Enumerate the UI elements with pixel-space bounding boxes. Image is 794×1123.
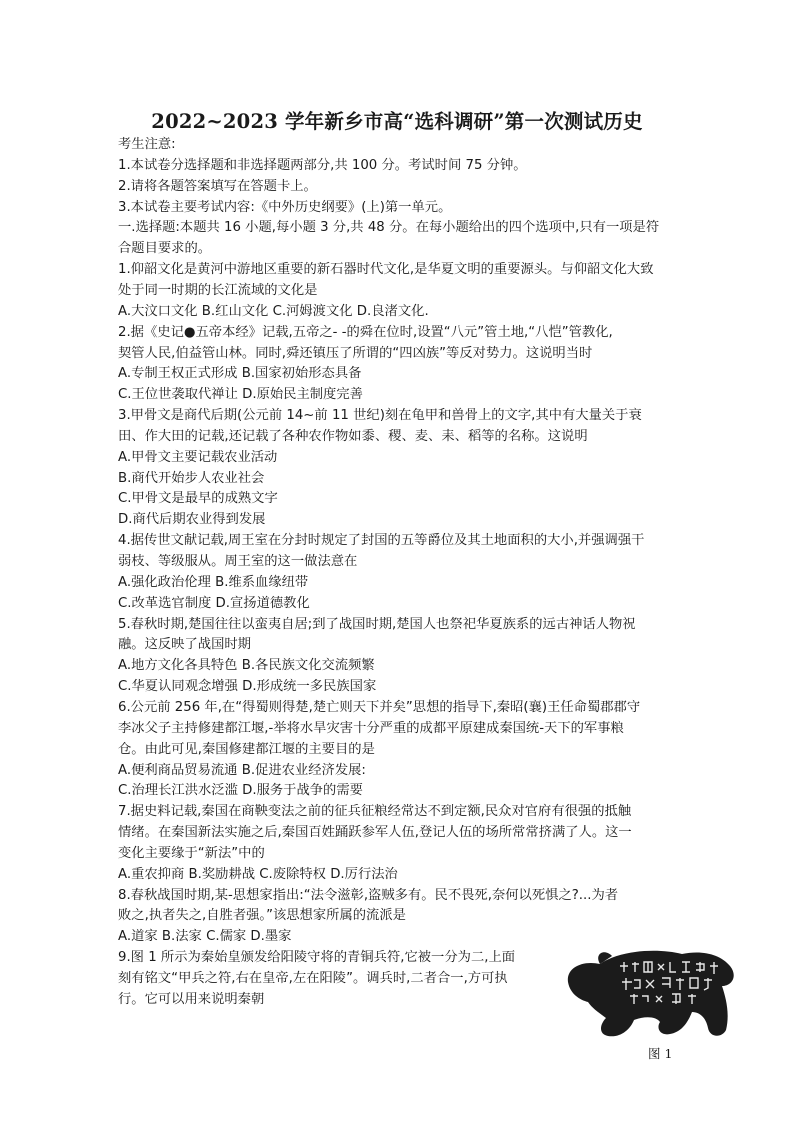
text-line: 5.春秋时期,楚国往往以蛮夷自居;到了战国时期,楚国人也祭祀华夏族系的远古神话人物祝 [118,616,636,632]
text-line: 处于同一时期的长江流域的文化是 [118,282,318,298]
text-line: B.商代开始步人农业社会 [118,470,265,486]
text-line: 3.本试卷主要考试内容:《中外历史纲要》(上)第一单元。 [118,199,452,215]
text-line: 变化主要缘于“新法”中的 [118,845,265,861]
tiger-tally-body [568,951,734,1036]
text-line: C.改革选官制度 D.宣扬道德教化 [118,595,310,611]
text-line: 李冰父子主持修建都江堰,-举将水旱灾害十分严重的成都平原建成秦国统-天下的军事粮 [118,720,624,736]
text-line: 考生注意: [118,137,176,152]
text-line: 2.请将各题答案填写在答题卡上。 [118,178,317,194]
text-line: 刻有铭文“甲兵之符,右在皇帝,左在阳陵”。调兵时,二者合一,方可执 [118,971,508,986]
text-line: 弱枝、等级服从。周王室的这一做法意在 [118,554,358,569]
text-line: C.治理长江洪水泛滥 D.服务于战争的需要 [118,783,363,799]
text-line: 1.仰韶文化是黄河中游地区重要的新石器时代文化,是华夏文明的重要源头。与仰韶文化大致 [118,262,654,278]
text-line: 9.图 1 所示为秦始皇颁发给阳陵守将的青铜兵符,它被一分为二,上面 [118,950,516,966]
tiger-tally-figure [560,942,740,1042]
text-line: C.华夏认同观念增强 D.形成统一多民族国家 [118,679,377,695]
text-line: 契管人民,伯益管山林。同时,舜还镇压了所谓的“四凶族”等反对势力。这说明当时 [118,345,593,361]
text-line: 2.据《史记●五帝本经》记载,五帝之- -的舜在位时,设置“八元”管土地,“八恺”管教化, [118,324,613,340]
page-title: 2022~2023 学年新乡市高“选科调研”第一次测试历史 [151,110,643,133]
text-line: C.甲骨文是最早的成熟文字 [118,491,278,507]
text-line: 合题目要求的。 [118,241,212,257]
text-line: 田、作大田的记载,还记载了各种农作物如黍、稷、麦、耒、稻等的名称。这说明 [118,428,588,444]
text-line: A.便利商品贸易流通 B.促进农业经济发展: [118,762,366,778]
text-line: 仓。由此可见,秦国修建都江堰的主要目的是 [118,741,375,757]
text-line: 败之,执者失之,自胜者强。”该思想家所属的流派是 [118,908,406,924]
text-line: A.强化政治伦理 B.维系血缘纽带 [118,574,309,590]
text-line: 4.据传世文献记载,周王室在分封时规定了封国的五等爵位及其土地面积的大小,并强调强干 [118,533,645,549]
text-line: A.甲骨文主要记载农业活动 [118,449,278,465]
text-line: 6.公元前 256 年,在“得蜀则得楚,楚亡则天下并矣”思想的指导下,秦昭(襄)王任命蜀郡郡守 [118,699,641,715]
text-line: 融。这反映了战国时期 [118,637,251,653]
text-line: 情绪。在秦国新法实施之后,秦国百姓踊跃参军人伍,登记人伍的场所常常挤满了人。这一 [118,825,632,841]
text-line: 8.春秋战国时期,某-思想家指出:“法令滋彰,盗贼多有。民不畏死,奈何以死惧之?...为者 [118,887,619,903]
figure-caption: 图 1 [648,1046,673,1061]
text-line: 7.据史料记载,秦国在商鞅变法之前的征兵征粮经常达不到定额,民众对官府有很强的抵触 [118,804,632,820]
text-line: 1.本试卷分选择题和非选择题两部分,共 100 分。考试时间 75 分钟。 [118,157,527,173]
text-line: 一.选择题:本题共 16 小题,每小题 3 分,共 48 分。在每小题给出的四个选项中,只有一项是符 [118,220,660,236]
text-line: A.道家 B.法家 C.儒家 D.墨家 [118,929,292,945]
text-line: A.大汶口文化 B.红山文化 C.河姆渡文化 D.良渚文化. [118,303,429,319]
text-line: 3.甲骨文是商代后期(公元前 14~前 11 世纪)刻在龟甲和兽骨上的文字,其中有大量关于衰 [118,408,642,424]
text-line: A.重农抑商 B.奖励耕战 C.废除特权 D.厉行法治 [118,866,398,882]
text-line: A.地方文化各具特色 B.各民族文化交流频繁 [118,658,375,674]
text-line: A.专制王权正式形成 B.国家初始形态具备 [118,366,362,382]
text-line: C.王位世袭取代禅让 D.原始民主制度完善 [118,387,363,403]
text-line: D.商代后期农业得到发展 [118,512,266,528]
text-line: 行。它可以用来说明秦朝 [118,991,265,1007]
